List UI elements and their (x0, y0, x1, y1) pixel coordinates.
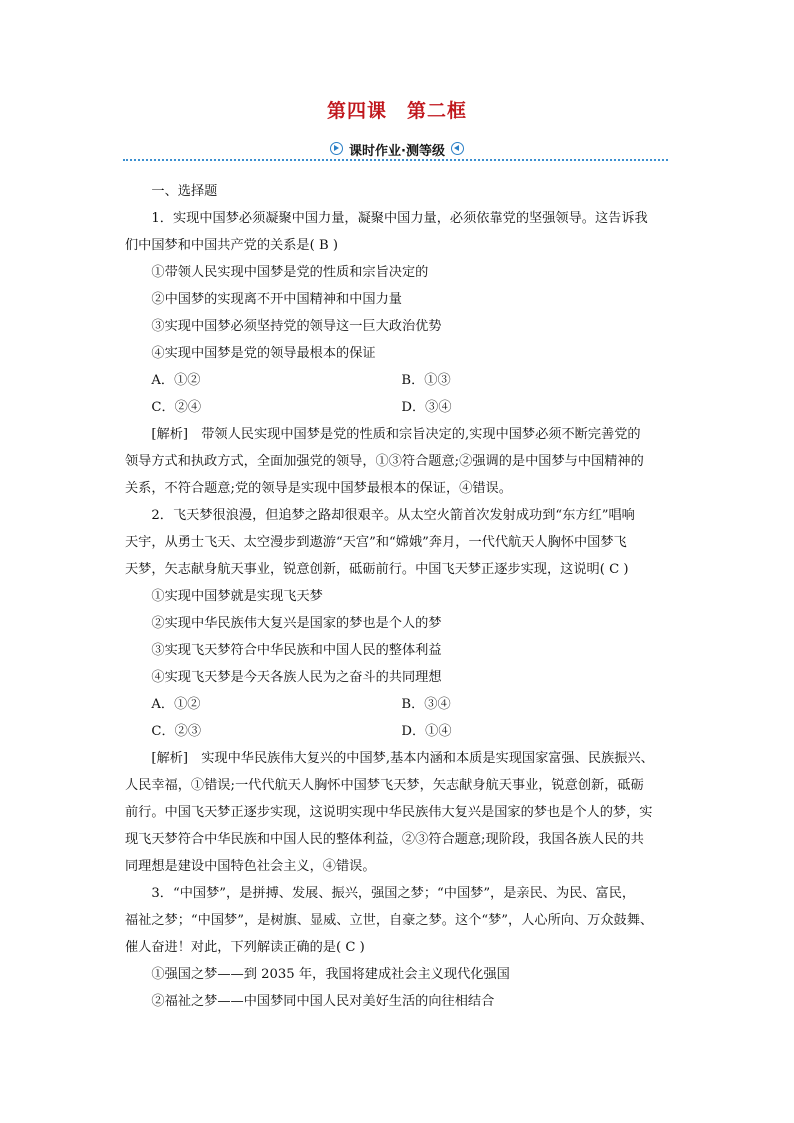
section-heading: 一、选择题 (151, 184, 218, 199)
choice-row (125, 394, 675, 421)
choice-d: D．③④ (401, 400, 452, 415)
analysis-text: 前行。中国飞天梦正逐步实现，这说明实现中华民族伟大复兴是国家的梦也是个人的梦，实 (125, 805, 653, 820)
statement: ②实现中华民族伟大复兴是国家的梦也是个人的梦 (151, 616, 442, 631)
choice-a: A．①② (151, 373, 201, 388)
analysis-text: [解析] 实现中华民族伟大复兴的中国梦,基本内涵和本质是实现国家富强、民族振兴、 (151, 751, 654, 766)
choice-a: A．①② (151, 697, 201, 712)
analysis-text: 关系，不符合题意;党的领导是实现中国梦最根本的保证，④错误。 (125, 481, 512, 496)
analysis-text: [解析] 带领人民实现中国梦是党的性质和宗旨决定的,实现中国梦必须不断完善党的 (151, 427, 641, 442)
statement: ④实现飞天梦是今天各族人民为之奋斗的共同理想 (151, 670, 442, 685)
question-stem: 福祉之梦；“中国梦”，是树旗、显威、立世，自豪之梦。这个“梦”，人心所向、万众鼓舞、 (125, 913, 654, 928)
choice-b: B．①③ (401, 373, 451, 388)
statement: ①强国之梦——到 2035 年，我国将建成社会主义现代化强国 (151, 967, 510, 982)
question-stem: 们中国梦和中国共产党的关系是( B ) (125, 238, 338, 253)
choice-c: C．②③ (151, 724, 202, 739)
question-stem: 催人奋进！对此，下列解读正确的是( C ) (125, 940, 365, 955)
question-stem: 天宇，从勇士飞天、太空漫步到遨游“天宫”和“嫦娥”奔月，一代代航天人胸怀中国梦飞 (125, 535, 627, 550)
analysis-text: 人民幸福，①错误;一代代航天人胸怀中国梦飞天梦，矢志献身航天事业，锐意创新，砥砺 (125, 778, 644, 793)
analysis-text: 领导方式和执政方式，全面加强党的领导，①③符合题意;②强调的是中国梦与中国精神的 (125, 454, 644, 469)
statement: ②中国梦的实现离不开中国精神和中国力量 (151, 292, 402, 307)
statement: ③实现中国梦必须坚持党的领导这一巨大政治优势 (151, 319, 442, 334)
statement: ①实现中国梦就是实现飞天梦 (151, 589, 323, 604)
statement: ③实现飞天梦符合中华民族和中国人民的整体利益 (151, 643, 442, 658)
question-stem: 3．“中国梦”，是拼搏、发展、振兴，强国之梦；“中国梦”，是亲民、为民、富民， (151, 886, 636, 901)
question-2 (125, 502, 675, 880)
banner-center (317, 139, 477, 159)
choice-d: D．①④ (401, 724, 452, 739)
statement: ②福祉之梦——中国梦同中国人民对美好生活的向往相结合 (151, 994, 495, 1009)
document-body (125, 178, 675, 1015)
choice-c: C．②④ (151, 400, 202, 415)
question-stem: 1．实现中国梦必须凝聚中国力量，凝聚中国力量，必须依靠党的坚强领导。这告诉我 (151, 211, 648, 226)
dotted-divider (123, 159, 668, 161)
choice-row (125, 691, 675, 718)
page-title: 第四课 第二框 (326, 100, 467, 122)
question-stem: 2．飞天梦很浪漫，但追梦之路却很艰辛。从太空火箭首次发射成功到“东方红”唱响 (151, 508, 635, 523)
question-stem: 天梦，矢志献身航天事业，锐意创新，砥砺前行。中国飞天梦正逐步实现，这说明( C ) (125, 562, 629, 577)
question-3 (125, 880, 675, 1015)
question-1 (125, 205, 675, 502)
banner-label: 课时作业·测等级 (349, 144, 445, 159)
choice-b: B．③④ (401, 697, 451, 712)
section-banner (123, 139, 668, 161)
statement: ④实现中国梦是党的领导最根本的保证 (151, 346, 376, 361)
statement: ①带领人民实现中国梦是党的性质和宗旨决定的 (151, 265, 429, 280)
analysis-text: 现飞天梦符合中华民族和中国人民的整体利益，②③符合题意;现阶段，我国各族人民的共 (125, 832, 644, 847)
analysis-text: 同理想是建设中国特色社会主义，④错误。 (125, 859, 376, 874)
choice-row (125, 367, 675, 394)
choice-row (125, 718, 675, 745)
play-left-icon (451, 142, 464, 155)
play-right-icon (330, 142, 343, 155)
